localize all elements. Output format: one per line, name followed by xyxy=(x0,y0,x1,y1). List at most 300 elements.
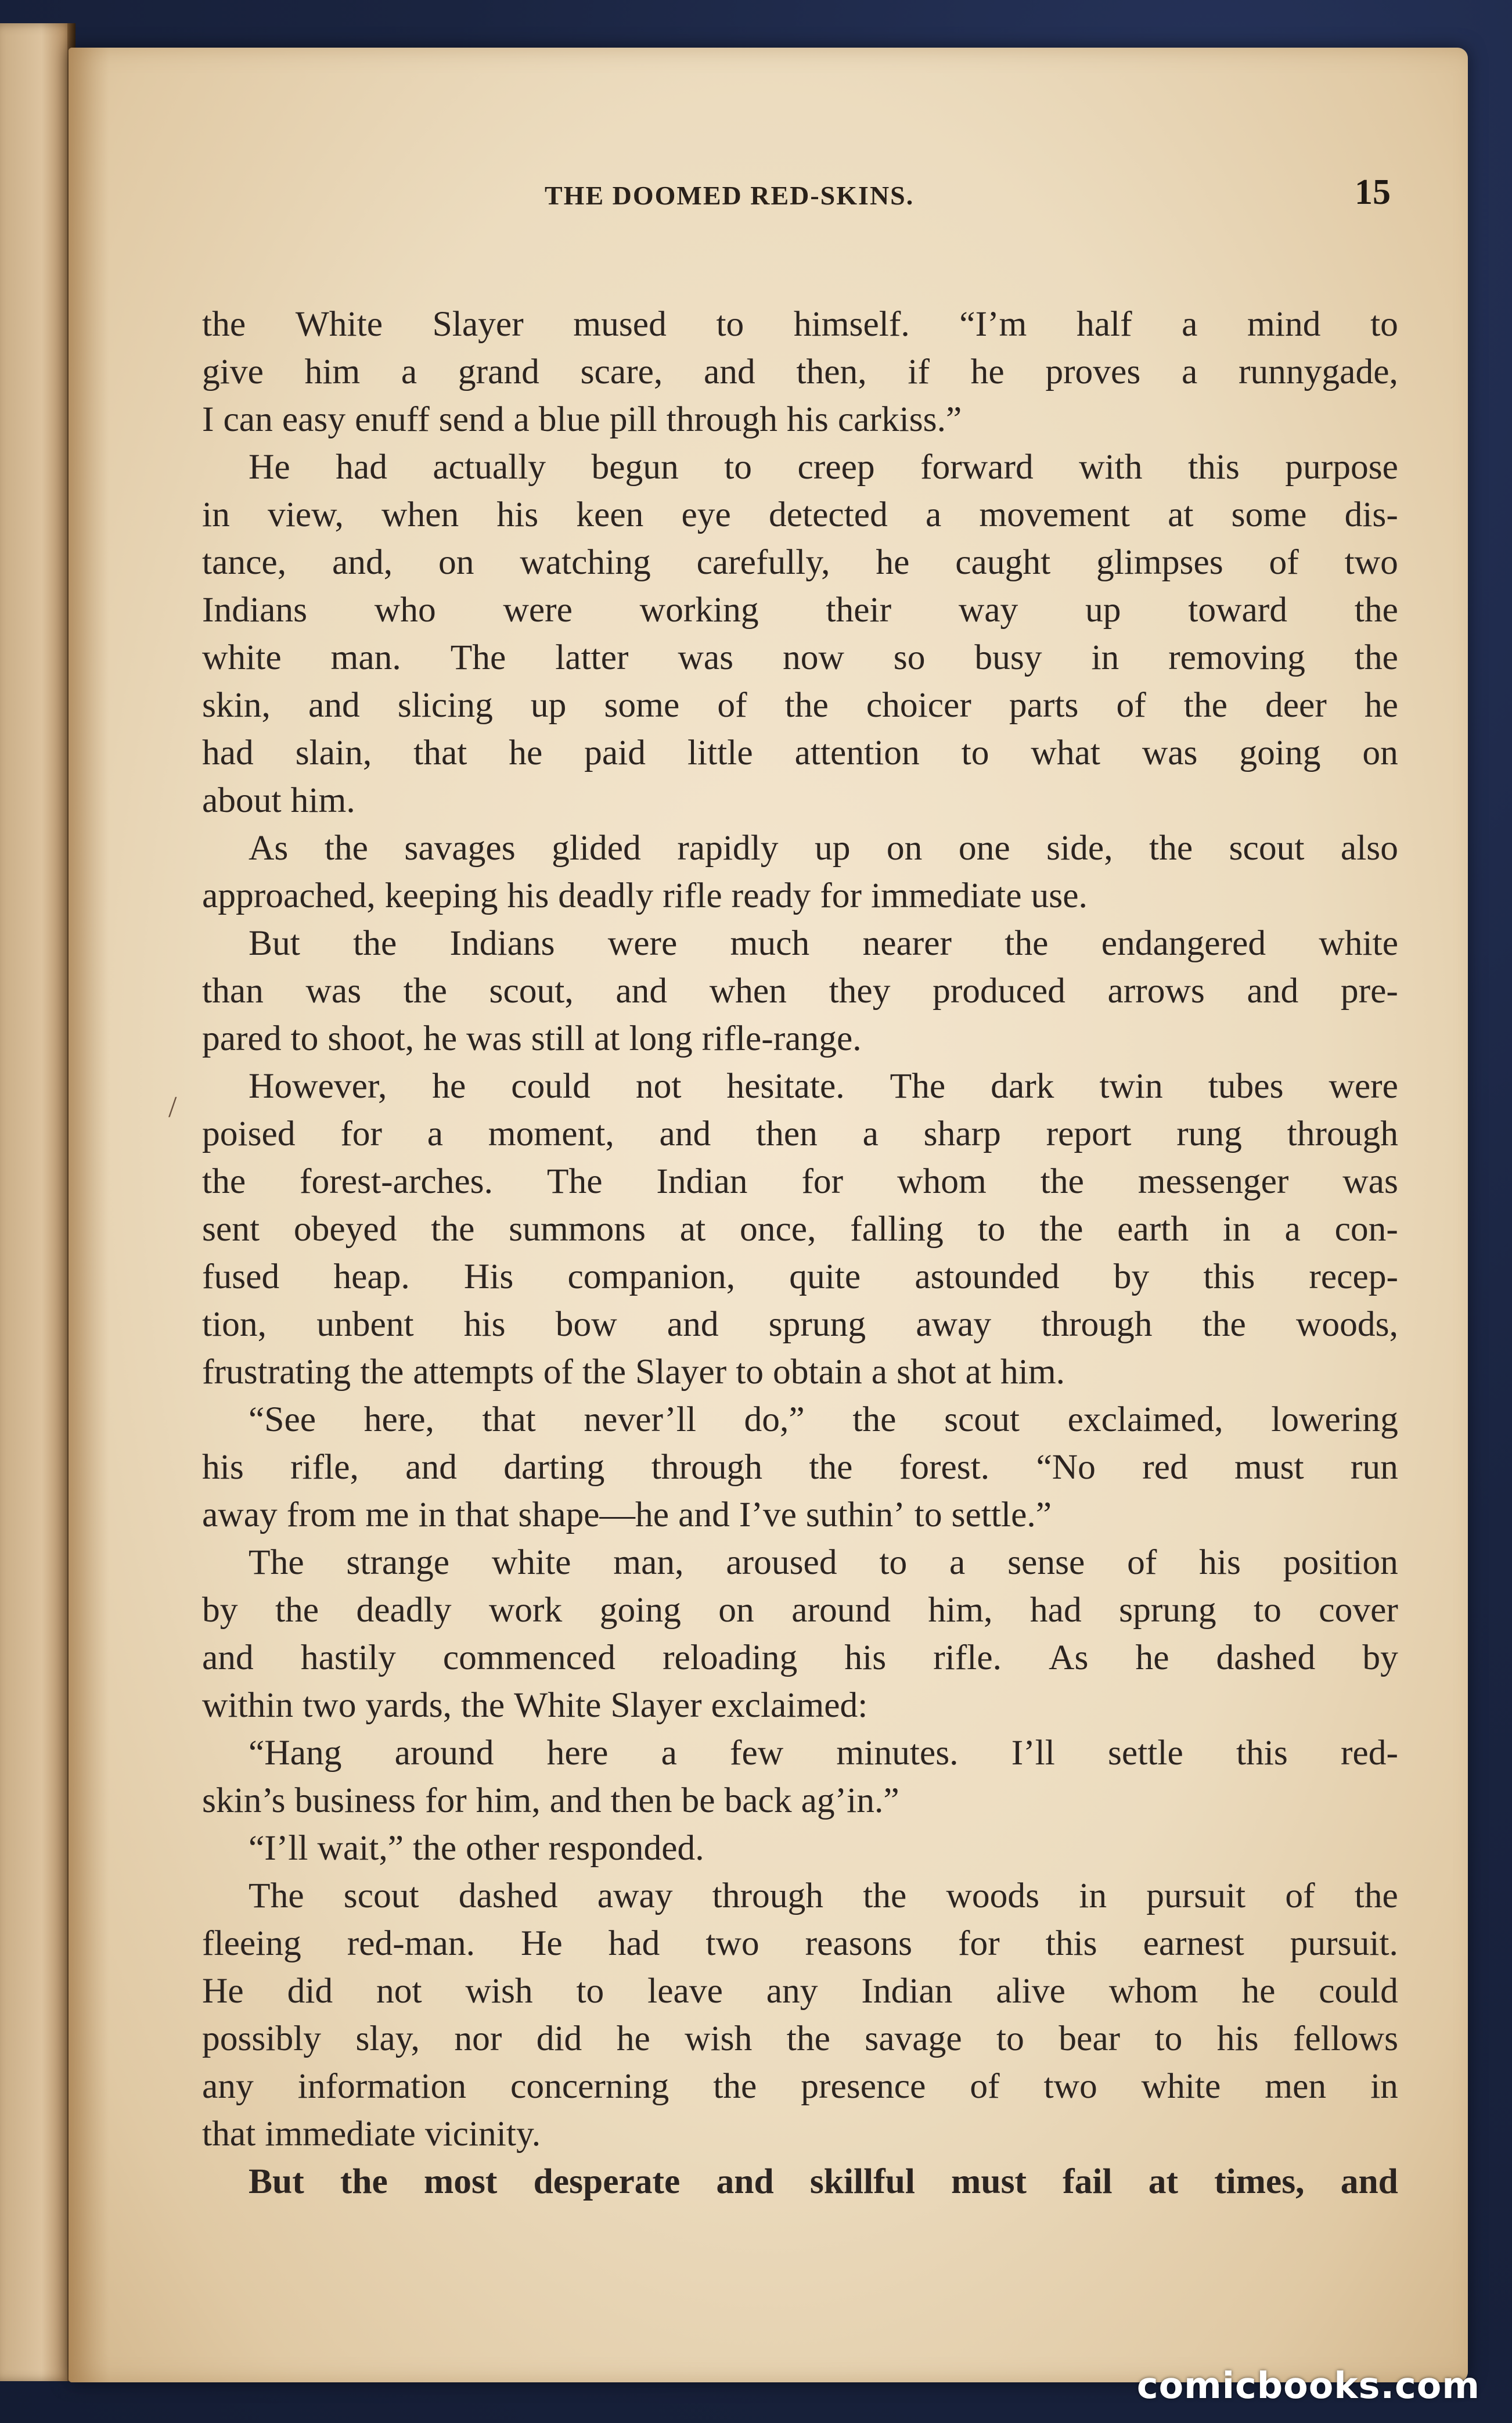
word: through xyxy=(1041,1304,1153,1344)
word: his xyxy=(1199,1543,1241,1582)
word: within xyxy=(202,1685,294,1725)
word: scout xyxy=(944,1400,1020,1439)
word: summons xyxy=(509,1209,646,1249)
word: half xyxy=(1076,304,1132,344)
word: skin’s xyxy=(202,1781,286,1820)
word: woods, xyxy=(1296,1304,1398,1344)
word: times, xyxy=(1214,2162,1305,2201)
word: he xyxy=(1364,685,1398,725)
word: ready xyxy=(731,876,811,915)
word: who xyxy=(374,590,436,630)
word: this xyxy=(1187,447,1240,487)
word: a xyxy=(1181,352,1198,391)
word: in xyxy=(202,495,230,534)
word: shot xyxy=(897,1352,956,1392)
word: carefully, xyxy=(696,542,830,582)
word: forest-arches. xyxy=(300,1162,493,1201)
word: strange xyxy=(346,1543,450,1582)
word: dark xyxy=(991,1066,1054,1106)
word: shoot, xyxy=(327,1019,415,1058)
word: this xyxy=(1203,1257,1255,1296)
word: bow xyxy=(555,1304,617,1344)
word: with xyxy=(1079,447,1143,487)
text-line xyxy=(202,1491,1398,1538)
word: at xyxy=(1148,2162,1178,2201)
word: had xyxy=(1029,1590,1082,1630)
word: must xyxy=(951,2162,1027,2201)
word: possibly xyxy=(202,2019,322,2058)
word: in xyxy=(1091,638,1119,677)
word: when xyxy=(709,971,787,1011)
word: actually xyxy=(433,447,546,487)
word: “No xyxy=(1036,1447,1096,1487)
word: I’ll xyxy=(1011,1733,1055,1773)
word: little xyxy=(687,733,753,772)
word: once, xyxy=(739,1209,816,1249)
word: from xyxy=(286,1495,357,1534)
word: minutes. xyxy=(836,1733,959,1773)
word: of xyxy=(543,1352,573,1392)
text-line xyxy=(202,1157,1398,1205)
word: to xyxy=(879,1543,908,1582)
word: him, xyxy=(476,1781,541,1820)
word: so xyxy=(893,638,926,677)
word: at xyxy=(1168,495,1194,534)
text-line xyxy=(202,1634,1398,1681)
word: to xyxy=(1254,1590,1281,1630)
word: mused xyxy=(573,304,667,344)
word: rapidly xyxy=(677,828,779,868)
word: and xyxy=(703,352,755,391)
word: skin, xyxy=(202,685,271,725)
word: busy xyxy=(974,638,1042,677)
text-line xyxy=(202,2110,1398,2158)
word: they xyxy=(829,971,891,1011)
word: his xyxy=(463,1304,506,1344)
word: desperate xyxy=(533,2162,681,2201)
word: earth xyxy=(1117,1209,1189,1249)
text-line xyxy=(202,538,1398,586)
word: and xyxy=(615,971,668,1011)
word: red- xyxy=(1340,1733,1398,1773)
word: through xyxy=(666,400,778,439)
text-line xyxy=(202,824,1398,872)
word: was xyxy=(305,971,362,1011)
word: this xyxy=(1236,1733,1288,1773)
word: His xyxy=(463,1257,514,1296)
word: the xyxy=(809,1447,853,1487)
word: Slayer xyxy=(432,304,524,344)
word: rifle-range. xyxy=(701,1019,862,1058)
word: endangered xyxy=(1101,923,1266,963)
word: rung xyxy=(1176,1114,1242,1153)
word: “I’ll xyxy=(249,1828,308,1868)
word: send xyxy=(438,400,505,439)
word: He xyxy=(202,1971,244,2011)
word: in xyxy=(1222,1209,1251,1249)
word: him. xyxy=(290,781,355,820)
word: at xyxy=(679,1209,706,1249)
word: sent xyxy=(202,1209,260,1249)
word: dashed xyxy=(458,1876,558,1915)
word: whom xyxy=(897,1162,987,1201)
word: to xyxy=(724,447,753,487)
word: commenced xyxy=(442,1638,616,1677)
word: to xyxy=(736,1352,764,1392)
word: “See xyxy=(249,1400,316,1439)
word: by xyxy=(1113,1257,1150,1296)
word: do,” xyxy=(744,1400,805,1439)
word: the xyxy=(403,971,447,1011)
word: presence xyxy=(801,2066,926,2106)
word: red xyxy=(1142,1447,1188,1487)
word: He xyxy=(520,1924,563,1963)
word: one xyxy=(958,828,1010,868)
book-page xyxy=(69,48,1468,2382)
word: sense xyxy=(1007,1543,1085,1582)
word: can xyxy=(223,400,273,439)
word: on xyxy=(1362,733,1398,772)
word: begun xyxy=(591,447,679,487)
watermark: comicbooks.com xyxy=(1136,2364,1480,2407)
word: the xyxy=(786,2019,830,2058)
word: quite xyxy=(789,1257,861,1296)
word: to xyxy=(1370,304,1398,344)
word: nearer xyxy=(862,923,952,963)
word: his xyxy=(844,1638,887,1677)
word: heap. xyxy=(333,1257,410,1296)
word: had xyxy=(336,447,387,487)
word: of xyxy=(970,2066,1000,2106)
word: he xyxy=(509,733,543,772)
word: The xyxy=(249,1876,304,1915)
word: messenger xyxy=(1137,1162,1289,1201)
word: two xyxy=(1043,2066,1097,2106)
word: dashed xyxy=(1216,1638,1316,1677)
word: other xyxy=(466,1828,539,1868)
word: for xyxy=(801,1162,844,1201)
word: give xyxy=(202,352,264,391)
word: The xyxy=(890,1066,946,1106)
word: removing xyxy=(1168,638,1305,677)
word: pre- xyxy=(1340,971,1398,1011)
word: caught xyxy=(955,542,1051,582)
word: choicer xyxy=(866,685,971,725)
word: pill xyxy=(609,400,657,439)
word: ag’in.” xyxy=(801,1781,899,1820)
word: companion, xyxy=(567,1257,736,1296)
word: the xyxy=(340,2162,388,2201)
text-line xyxy=(202,348,1398,396)
text-line xyxy=(202,872,1398,919)
word: attempts xyxy=(413,1352,534,1392)
word: a xyxy=(862,1114,879,1153)
word: runnygade, xyxy=(1238,352,1398,391)
word: around xyxy=(791,1590,891,1630)
word: fused xyxy=(202,1257,280,1296)
word: also xyxy=(1340,828,1398,868)
word: information xyxy=(297,2066,467,2106)
word: tion, xyxy=(202,1304,267,1344)
word: the xyxy=(275,1590,319,1630)
word: approached, xyxy=(202,876,376,915)
word: However, xyxy=(249,1066,387,1106)
word: the xyxy=(1202,1304,1246,1344)
text-line xyxy=(202,443,1398,491)
word: suthin’ xyxy=(805,1495,905,1534)
word: whom xyxy=(1108,1971,1198,2011)
word: sprung xyxy=(1119,1590,1216,1630)
word: by xyxy=(202,1590,238,1630)
text-line xyxy=(202,634,1398,681)
word: vicinity. xyxy=(424,2114,541,2154)
word: most xyxy=(424,2162,498,2201)
word: he xyxy=(876,542,910,582)
text-line xyxy=(202,1777,1398,1824)
word: was xyxy=(466,1019,522,1058)
word: on xyxy=(438,542,474,582)
word: I’ve xyxy=(739,1495,797,1534)
text-line xyxy=(202,1300,1398,1348)
word: obeyed xyxy=(293,1209,397,1249)
word: leave xyxy=(647,1971,723,2011)
word: wait,” xyxy=(317,1828,404,1868)
word: latter xyxy=(555,638,629,677)
word: woods xyxy=(946,1876,1040,1915)
word: wish xyxy=(685,2019,753,2058)
word: now xyxy=(782,638,844,677)
word: savage xyxy=(865,2019,962,2058)
word: and xyxy=(678,1495,730,1534)
word: wish xyxy=(465,1971,533,2011)
word: he xyxy=(432,1066,466,1106)
word: the xyxy=(461,1685,505,1725)
word: few xyxy=(730,1733,784,1773)
text-line xyxy=(202,491,1398,538)
word: unbent xyxy=(316,1304,414,1344)
word: responded. xyxy=(548,1828,704,1868)
word: shape—he xyxy=(518,1495,669,1534)
word: the xyxy=(360,1352,404,1392)
word: I xyxy=(202,400,214,439)
word: then, xyxy=(796,352,867,391)
word: to xyxy=(977,1209,1006,1249)
word: position xyxy=(1283,1543,1398,1582)
word: he xyxy=(423,1019,458,1058)
text-line xyxy=(202,1253,1398,1300)
word: not xyxy=(376,1971,422,2011)
word: White xyxy=(295,304,383,344)
word: that xyxy=(455,1495,509,1534)
word: the xyxy=(202,304,246,344)
body-text xyxy=(202,300,1398,2205)
word: easy xyxy=(282,400,346,439)
text-line xyxy=(202,586,1398,634)
word: were xyxy=(503,590,573,630)
word: produced xyxy=(933,971,1065,1011)
word: movement xyxy=(979,495,1130,534)
word: concerning xyxy=(510,2066,669,2106)
word: long xyxy=(629,1019,693,1058)
word: any xyxy=(766,1971,818,2011)
word: purpose xyxy=(1285,447,1398,487)
word: his xyxy=(202,1447,244,1487)
word: when xyxy=(381,495,459,534)
word: a xyxy=(949,1543,966,1582)
word: the xyxy=(852,1400,897,1439)
word: on xyxy=(718,1590,754,1630)
margin-mark: / xyxy=(168,1091,177,1124)
page-number: 15 xyxy=(1355,172,1391,212)
text-line xyxy=(202,967,1398,1015)
word: of xyxy=(1127,1543,1157,1582)
word: the xyxy=(324,828,368,868)
word: and xyxy=(549,1781,602,1820)
word: about xyxy=(202,781,282,820)
word: toward xyxy=(1188,590,1288,630)
word: slay, xyxy=(355,2019,420,2058)
word: moment, xyxy=(488,1114,614,1153)
text-line xyxy=(202,2062,1398,2110)
text-line xyxy=(202,729,1398,776)
word: hesitate. xyxy=(726,1066,845,1106)
word: obtain xyxy=(773,1352,862,1392)
word: white xyxy=(1141,2066,1221,2106)
word: did xyxy=(287,1971,333,2011)
word: carkiss.” xyxy=(837,400,962,439)
word: eye xyxy=(681,495,731,534)
word: in xyxy=(418,1495,447,1534)
word: white xyxy=(1319,923,1398,963)
word: a xyxy=(427,1114,444,1153)
facing-page-edge xyxy=(0,23,75,2381)
word: up xyxy=(1085,590,1121,630)
word: at xyxy=(965,1352,991,1392)
word: his xyxy=(496,495,539,534)
word: aroused xyxy=(726,1543,837,1582)
text-line xyxy=(202,1062,1398,1110)
word: here xyxy=(546,1733,609,1773)
word: watching xyxy=(520,542,651,582)
word: and, xyxy=(332,542,393,582)
word: in xyxy=(1370,2066,1398,2106)
word: was xyxy=(678,638,734,677)
word: then xyxy=(610,1781,672,1820)
word: Indian xyxy=(861,1971,953,2011)
word: of xyxy=(1285,1876,1315,1915)
word: But xyxy=(249,2162,304,2201)
word: The xyxy=(546,1162,603,1201)
word: in xyxy=(1079,1876,1107,1915)
word: recep- xyxy=(1309,1257,1398,1296)
word: a xyxy=(401,352,417,391)
word: Slayer xyxy=(635,1352,727,1392)
word: tubes xyxy=(1208,1066,1284,1106)
word: poised xyxy=(202,1114,296,1153)
word: and xyxy=(1340,2162,1398,2201)
word: to xyxy=(576,1971,604,2011)
word: to xyxy=(914,1495,942,1534)
running-head: THE DOOMED RED-SKINS. xyxy=(545,181,915,210)
word: if xyxy=(908,352,930,391)
word: this xyxy=(1045,1924,1097,1963)
word: a xyxy=(925,495,942,534)
word: deadly xyxy=(356,1590,452,1630)
word: business xyxy=(294,1781,416,1820)
text-line xyxy=(202,1681,1398,1729)
word: twin xyxy=(1099,1066,1163,1106)
word: two xyxy=(1344,542,1398,582)
word: him. xyxy=(1000,1352,1065,1392)
word: to xyxy=(961,733,989,772)
word: He xyxy=(249,447,290,487)
word: did xyxy=(536,2019,582,2058)
word: As xyxy=(1049,1638,1089,1677)
word: Indians xyxy=(449,923,555,963)
word: the xyxy=(1354,638,1398,677)
word: his xyxy=(787,400,829,439)
word: could xyxy=(511,1066,591,1106)
word: a xyxy=(661,1733,677,1773)
word: the xyxy=(413,1828,457,1868)
word: still xyxy=(531,1019,585,1058)
word: grand xyxy=(458,352,539,391)
word: man. xyxy=(330,638,401,677)
word: exclaimed: xyxy=(711,1685,868,1725)
word: attention xyxy=(794,733,920,772)
word: of xyxy=(717,685,747,725)
text-line xyxy=(202,1872,1398,1919)
word: fleeing xyxy=(202,1924,301,1963)
word: settle xyxy=(1107,1733,1183,1773)
word: him xyxy=(304,352,361,391)
word: use. xyxy=(1031,876,1088,915)
word: the xyxy=(784,685,829,725)
word: sprung xyxy=(768,1304,866,1344)
word: than xyxy=(202,971,264,1011)
word: by xyxy=(1362,1638,1398,1677)
word: frustrating xyxy=(202,1352,351,1392)
word: was xyxy=(1142,733,1198,772)
word: me xyxy=(365,1495,409,1534)
word: the xyxy=(713,2066,757,2106)
text-line xyxy=(202,1538,1398,1586)
word: for xyxy=(424,1781,467,1820)
word: keen xyxy=(576,495,644,534)
word: The xyxy=(249,1543,304,1582)
word: not xyxy=(635,1066,682,1106)
word: to xyxy=(290,1019,319,1058)
word: pared xyxy=(202,1019,282,1058)
word: the xyxy=(863,1876,907,1915)
word: away xyxy=(202,1495,278,1534)
word: their xyxy=(826,590,892,630)
word: at xyxy=(594,1019,620,1058)
word: savages xyxy=(404,828,516,868)
word: white xyxy=(491,1543,571,1582)
word: himself. xyxy=(793,304,910,344)
word: had xyxy=(202,733,254,772)
word: on xyxy=(886,828,923,868)
word: “I’m xyxy=(959,304,1027,344)
word: men xyxy=(1265,2066,1327,2106)
word: and xyxy=(667,1304,719,1344)
word: bear xyxy=(1059,2019,1121,2058)
word: the xyxy=(1039,1209,1083,1249)
word: through xyxy=(1287,1114,1398,1153)
word: cover xyxy=(1319,1590,1398,1630)
text-line xyxy=(202,1919,1398,1967)
